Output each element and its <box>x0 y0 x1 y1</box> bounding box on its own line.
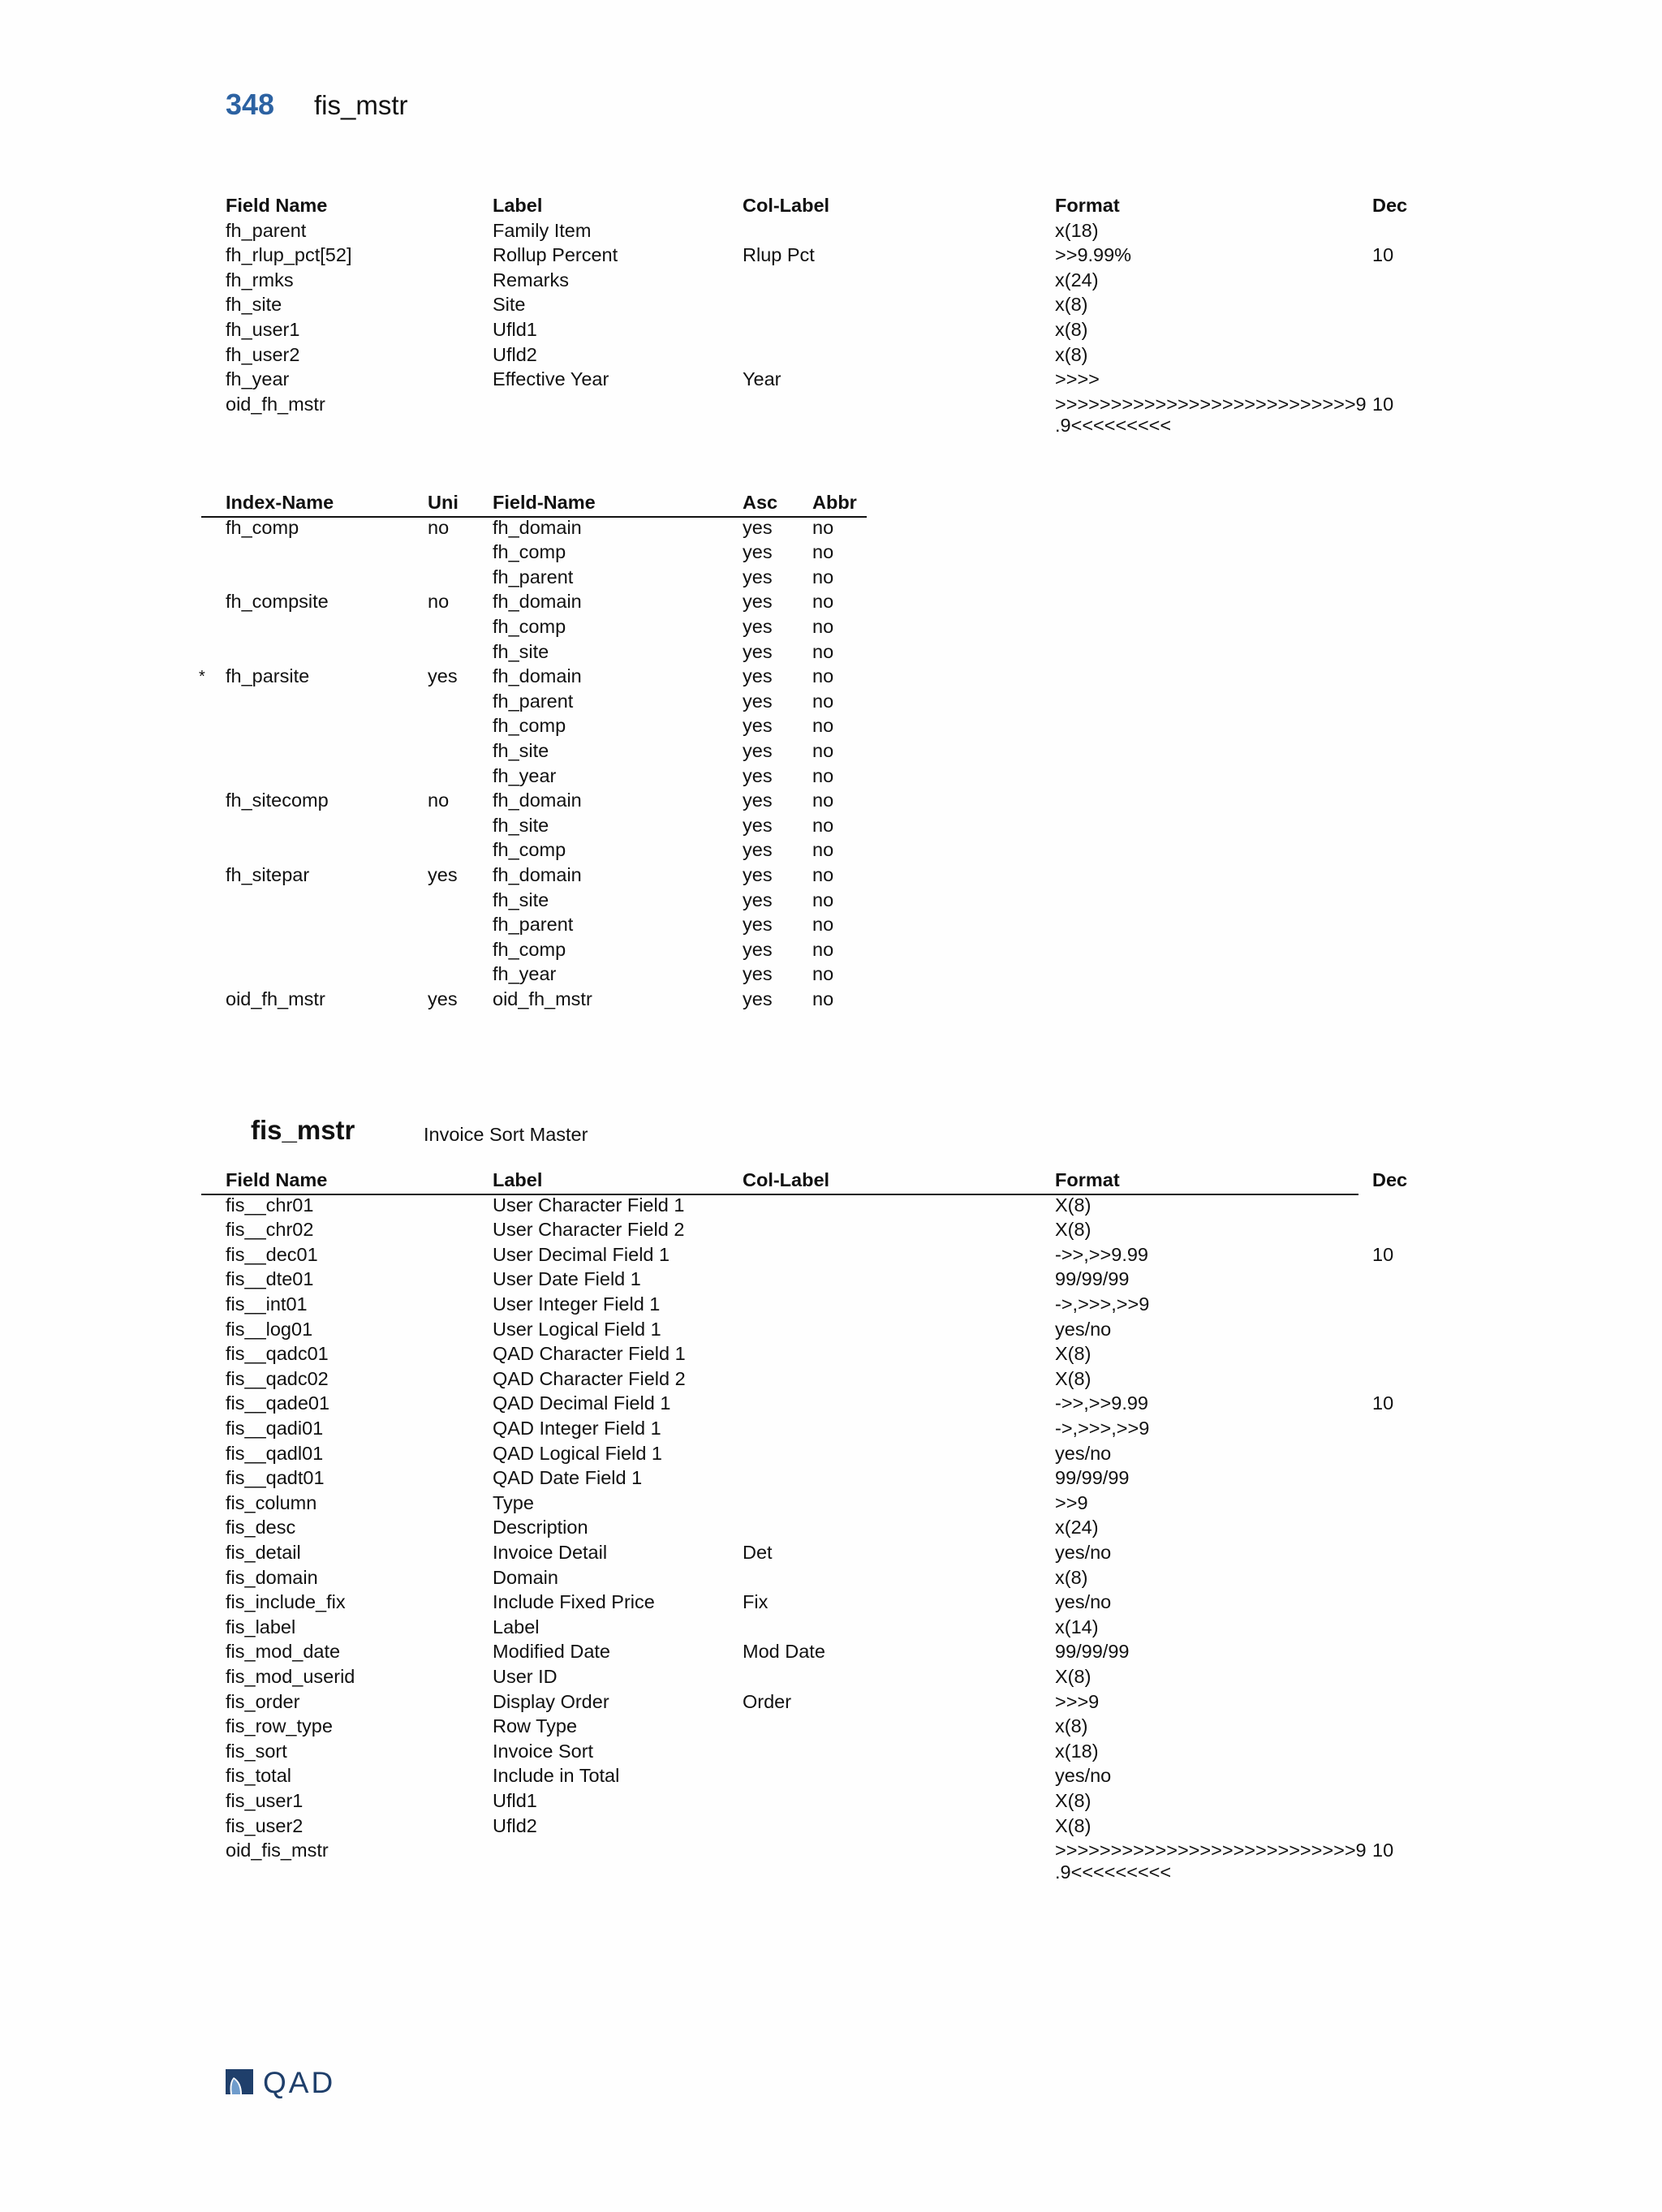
col-label-cell: Rlup Pct <box>743 244 815 266</box>
field-name-cell: fh_year <box>493 963 557 985</box>
table-row <box>226 294 1383 319</box>
format-cell: x(24) <box>1055 1517 1099 1539</box>
abbreviated-cell: no <box>812 938 834 960</box>
abbreviated-cell: no <box>812 616 834 637</box>
field-name-cell: fh_comp <box>493 839 566 861</box>
field-name-cell: fh_parent <box>493 690 574 712</box>
table-row <box>226 864 891 889</box>
label-cell: QAD Character Field 2 <box>493 1367 686 1389</box>
ascending-cell: yes <box>743 715 773 737</box>
ascending-cell: yes <box>743 889 773 910</box>
label-cell: Modified Date <box>493 1641 610 1663</box>
header-row <box>226 492 891 517</box>
label-cell: Invoice Sort <box>493 1740 594 1762</box>
label-cell: Row Type <box>493 1715 578 1737</box>
table-row <box>226 1268 1383 1293</box>
field-name-cell: fis_column <box>226 1491 317 1513</box>
table-row <box>199 665 891 691</box>
field-name-cell: fis_sort <box>226 1740 287 1762</box>
format-cell: x(8) <box>1055 343 1088 365</box>
format-cell: ->>,>>9.99 <box>1055 1392 1148 1414</box>
label-cell: Include Fixed Price <box>493 1591 655 1613</box>
format-continuation: .9<<<<<<<<< <box>1055 415 1172 437</box>
dec-cell: 10 <box>1372 1392 1394 1414</box>
field-name-cell: fis_mod_date <box>226 1641 341 1663</box>
label-cell: User Date Field 1 <box>493 1268 641 1290</box>
format-cell: >>>9 <box>1055 1690 1100 1712</box>
field-name-cell: oid_fis_mstr <box>226 1840 329 1861</box>
field-name-cell: fis__log01 <box>226 1318 313 1340</box>
label-cell: User Character Field 2 <box>493 1219 685 1241</box>
format-cell: >>>>>>>>>>>>>>>>>>>>>>>>>>>9 <box>1055 1840 1367 1861</box>
col-label-cell: Det <box>743 1542 773 1563</box>
dec-cell: 10 <box>1372 393 1394 415</box>
format-continuation-row <box>226 1861 1383 1887</box>
dec-cell: 10 <box>1372 1840 1394 1861</box>
index-table-fh-mstr <box>199 492 891 1019</box>
dec-cell: 10 <box>1372 244 1394 266</box>
field-name-cell: fis_label <box>226 1616 296 1637</box>
label-cell: Domain <box>493 1566 558 1588</box>
field-name-cell: fis_include_fix <box>226 1591 346 1613</box>
ascending-cell: yes <box>743 665 773 687</box>
table-row <box>226 889 891 914</box>
table-row <box>226 1591 1383 1616</box>
abbreviated-cell: no <box>812 665 834 687</box>
field-name-cell: fh_user1 <box>226 319 300 340</box>
label-cell: QAD Date Field 1 <box>493 1467 643 1489</box>
field-name-cell: fh_domain <box>493 864 582 885</box>
abbreviated-cell: no <box>812 864 834 885</box>
table-row <box>226 616 891 641</box>
abbreviated-cell: no <box>812 591 834 613</box>
format-cell: x(8) <box>1055 319 1088 340</box>
format-cell: x(8) <box>1055 1715 1088 1737</box>
page-title: fis_mstr <box>314 90 408 120</box>
label-cell: Label <box>493 1616 540 1637</box>
ascending-cell: yes <box>743 690 773 712</box>
table-row <box>226 790 891 815</box>
format-cell: x(18) <box>1055 219 1099 241</box>
format-cell: yes/no <box>1055 1442 1112 1464</box>
field-name-cell: fis_total <box>226 1765 291 1787</box>
column-header-field-name: Field Name <box>226 195 328 216</box>
abbreviated-cell: no <box>812 889 834 910</box>
field-name-cell: fh_domain <box>493 516 582 538</box>
format-cell: >>>>>>>>>>>>>>>>>>>>>>>>>>>9 <box>1055 393 1367 415</box>
format-cell: >>>> <box>1055 368 1100 390</box>
format-cell: x(24) <box>1055 269 1099 290</box>
table-row <box>226 1790 1383 1815</box>
abbreviated-cell: no <box>812 963 834 985</box>
index-name-cell: fh_sitecomp <box>226 790 329 811</box>
table-row <box>226 815 891 840</box>
field-name-cell: fis_desc <box>226 1517 296 1539</box>
format-cell: x(18) <box>1055 1740 1099 1762</box>
ascending-cell: yes <box>743 963 773 985</box>
table-row <box>226 641 891 666</box>
label-cell: User Logical Field 1 <box>493 1318 661 1340</box>
format-cell: X(8) <box>1055 1666 1091 1687</box>
table-row <box>226 1418 1383 1443</box>
column-header-index-name: Index-Name <box>226 492 334 513</box>
field-name-cell: fh_site <box>493 640 549 662</box>
format-cell: >>9 <box>1055 1491 1088 1513</box>
col-label-cell: Mod Date <box>743 1641 825 1663</box>
abbreviated-cell: no <box>812 715 834 737</box>
field-name-cell: fh_parent <box>226 219 307 241</box>
primary-index-marker: * <box>199 668 205 686</box>
table-row <box>226 1343 1383 1368</box>
column-header-field-name: Field Name <box>226 1169 328 1190</box>
ascending-cell: yes <box>743 764 773 786</box>
column-header-unique: Uni <box>428 492 459 513</box>
label-cell: Family Item <box>493 219 592 241</box>
ascending-cell: yes <box>743 790 773 811</box>
table-row <box>226 1319 1383 1344</box>
field-name-cell: fh_year <box>226 368 290 390</box>
field-name-cell: fis_order <box>226 1690 300 1712</box>
ascending-cell: yes <box>743 814 773 836</box>
abbreviated-cell: no <box>812 516 834 538</box>
field-name-cell: fis_mod_userid <box>226 1666 355 1687</box>
unique-cell: no <box>428 591 450 613</box>
field-name-cell: fh_domain <box>493 591 582 613</box>
index-name-cell: fh_parsite <box>226 665 310 687</box>
field-table-fh-mstr <box>226 195 1408 438</box>
format-cell: ->,>>>,>>9 <box>1055 1418 1150 1439</box>
table-row <box>226 1219 1383 1244</box>
table-row <box>226 220 1383 245</box>
qad-logo-icon <box>224 2068 255 2096</box>
format-cell: x(8) <box>1055 294 1088 316</box>
table-row <box>226 1567 1383 1592</box>
table-row <box>226 1542 1383 1567</box>
table-row <box>226 591 891 616</box>
field-name-cell: fis__qadt01 <box>226 1467 325 1489</box>
column-header-format: Format <box>1055 1169 1120 1190</box>
table-row <box>226 1293 1383 1319</box>
format-cell: X(8) <box>1055 1367 1091 1389</box>
unique-cell: yes <box>428 988 458 1009</box>
abbreviated-cell: no <box>812 814 834 836</box>
table-row <box>226 1443 1383 1468</box>
field-name-cell: fh_comp <box>493 616 566 637</box>
label-cell: QAD Character Field 1 <box>493 1343 686 1365</box>
label-cell: Description <box>493 1517 588 1539</box>
table-row <box>226 541 891 566</box>
format-cell: ->>,>>9.99 <box>1055 1243 1148 1265</box>
dec-cell: 10 <box>1372 1243 1394 1265</box>
table-row <box>226 1492 1383 1517</box>
column-header-ascending: Asc <box>743 492 778 513</box>
table-row <box>226 839 891 864</box>
field-name-cell: fis__qadi01 <box>226 1418 324 1439</box>
abbreviated-cell: no <box>812 740 834 761</box>
column-header-dec: Dec <box>1372 195 1408 216</box>
unique-cell: yes <box>428 864 458 885</box>
format-cell: x(14) <box>1055 1616 1099 1637</box>
table-row <box>226 1741 1383 1766</box>
format-cell: X(8) <box>1055 1790 1091 1811</box>
field-name-cell: fis_user2 <box>226 1814 304 1836</box>
label-cell: Rollup Percent <box>493 244 618 266</box>
table-row <box>226 368 1383 394</box>
format-cell: X(8) <box>1055 1814 1091 1836</box>
table-row <box>226 1368 1383 1393</box>
field-name-cell: fis__qadc01 <box>226 1343 329 1365</box>
ascending-cell: yes <box>743 591 773 613</box>
field-name-cell: fh_rlup_pct[52] <box>226 244 352 266</box>
col-label-cell: Year <box>743 368 781 390</box>
column-header-label: Label <box>493 195 543 216</box>
index-name-cell: fh_sitepar <box>226 864 310 885</box>
format-cell: ->,>>>,>>9 <box>1055 1293 1150 1315</box>
section-title: fis_mstr <box>251 1115 355 1145</box>
field-name-cell: fis_user1 <box>226 1790 304 1811</box>
table-row <box>226 566 891 592</box>
header-row <box>226 195 1408 220</box>
field-name-cell: fh_comp <box>493 938 566 960</box>
label-cell: Ufld1 <box>493 1790 537 1811</box>
table-row <box>226 1765 1383 1790</box>
field-name-cell: fis__dte01 <box>226 1268 314 1290</box>
table-row <box>226 988 891 1013</box>
ascending-cell: yes <box>743 640 773 662</box>
ascending-cell: yes <box>743 988 773 1009</box>
table-row <box>226 244 1394 269</box>
abbreviated-cell: no <box>812 839 834 861</box>
table-row <box>226 914 891 939</box>
table-row <box>226 691 891 716</box>
column-header-label: Label <box>493 1169 543 1190</box>
field-name-cell: fis__qade01 <box>226 1392 330 1414</box>
field-name-cell: fis__int01 <box>226 1293 308 1315</box>
label-cell: Effective Year <box>493 368 609 390</box>
section-description: Invoice Sort Master <box>424 1124 588 1145</box>
column-header-col-label: Col-Label <box>743 195 830 216</box>
field-name-cell: fh_parent <box>493 914 574 936</box>
field-name-cell: fh_comp <box>493 715 566 737</box>
unique-cell: no <box>428 516 450 538</box>
field-name-cell: fh_site <box>226 294 282 316</box>
column-header-dec: Dec <box>1372 1169 1408 1190</box>
format-continuation-row <box>226 415 1383 440</box>
label-cell: QAD Logical Field 1 <box>493 1442 662 1464</box>
table-row <box>226 344 1383 369</box>
format-cell: X(8) <box>1055 1194 1091 1216</box>
field-name-cell: fh_domain <box>493 790 582 811</box>
label-cell: Ufld1 <box>493 319 537 340</box>
column-header-col-label: Col-Label <box>743 1169 830 1190</box>
ascending-cell: yes <box>743 914 773 936</box>
field-name-cell: fis_detail <box>226 1542 301 1563</box>
field-name-cell: fh_site <box>493 814 549 836</box>
table-row <box>226 1243 1394 1269</box>
abbreviated-cell: no <box>812 640 834 662</box>
label-cell: User Character Field 1 <box>493 1194 685 1216</box>
field-name-cell: fh_site <box>493 740 549 761</box>
format-cell: >>9.99% <box>1055 244 1132 266</box>
column-header-field-name: Field-Name <box>493 492 596 513</box>
field-name-cell: fis_row_type <box>226 1715 333 1737</box>
format-cell: 99/99/99 <box>1055 1467 1130 1489</box>
field-name-cell: fh_parent <box>493 566 574 587</box>
format-cell: 99/99/99 <box>1055 1641 1130 1663</box>
format-cell: yes/no <box>1055 1542 1112 1563</box>
page-number: 348 <box>226 88 275 121</box>
abbreviated-cell: no <box>812 541 834 563</box>
unique-cell: yes <box>428 665 458 687</box>
table-row <box>226 1815 1383 1840</box>
ascending-cell: yes <box>743 938 773 960</box>
format-cell: yes/no <box>1055 1318 1112 1340</box>
label-cell: Ufld2 <box>493 1814 537 1836</box>
table-row <box>226 939 891 964</box>
field-name-cell: fh_rmks <box>226 269 294 290</box>
field-name-cell: fis__qadl01 <box>226 1442 324 1464</box>
table-row <box>226 1392 1394 1418</box>
column-header-abbreviated: Abbr <box>812 492 857 513</box>
table-row <box>226 1641 1383 1666</box>
table-row <box>226 1691 1383 1716</box>
ascending-cell: yes <box>743 839 773 861</box>
col-label-cell: Fix <box>743 1591 769 1613</box>
ascending-cell: yes <box>743 864 773 885</box>
label-cell: Display Order <box>493 1690 609 1712</box>
field-name-cell: fh_user2 <box>226 343 300 365</box>
label-cell: QAD Integer Field 1 <box>493 1418 661 1439</box>
qad-logo-text: QAD <box>263 2066 336 2099</box>
abbreviated-cell: no <box>812 914 834 936</box>
label-cell: Type <box>493 1491 534 1513</box>
ascending-cell: yes <box>743 516 773 538</box>
label-cell: Ufld2 <box>493 343 537 365</box>
index-name-cell: fh_compsite <box>226 591 329 613</box>
field-table-fis-mstr <box>226 1169 1408 1900</box>
index-name-cell: oid_fh_mstr <box>226 988 325 1009</box>
field-name-cell: fh_year <box>493 764 557 786</box>
format-cell: X(8) <box>1055 1343 1091 1365</box>
field-name-cell: fh_site <box>493 889 549 910</box>
table-row <box>226 715 891 740</box>
field-name-cell: fis__chr02 <box>226 1219 314 1241</box>
label-cell: Remarks <box>493 269 570 290</box>
field-name-cell: fh_domain <box>493 665 582 687</box>
field-name-cell: fis__qadc02 <box>226 1367 329 1389</box>
ascending-cell: yes <box>743 541 773 563</box>
abbreviated-cell: no <box>812 764 834 786</box>
label-cell: User ID <box>493 1666 558 1687</box>
table-row <box>226 1715 1383 1741</box>
field-name-cell: fis__dec01 <box>226 1243 318 1265</box>
format-cell: x(8) <box>1055 1566 1088 1588</box>
table-row <box>226 1616 1383 1642</box>
field-name-cell: fh_comp <box>493 541 566 563</box>
table-row <box>226 1517 1383 1542</box>
field-name-cell: oid_fh_mstr <box>226 393 325 415</box>
abbreviated-cell: no <box>812 988 834 1009</box>
column-header-format: Format <box>1055 195 1120 216</box>
table-row <box>226 517 891 542</box>
label-cell: User Decimal Field 1 <box>493 1243 670 1265</box>
format-cell: 99/99/99 <box>1055 1268 1130 1290</box>
abbreviated-cell: no <box>812 566 834 587</box>
label-cell: QAD Decimal Field 1 <box>493 1392 671 1414</box>
table-row <box>226 319 1383 344</box>
table-row <box>226 765 891 790</box>
col-label-cell: Order <box>743 1690 792 1712</box>
table-row <box>226 1194 1383 1220</box>
ascending-cell: yes <box>743 740 773 761</box>
ascending-cell: yes <box>743 566 773 587</box>
format-cell: yes/no <box>1055 1765 1112 1787</box>
table-row <box>226 963 891 988</box>
field-name-cell: oid_fh_mstr <box>493 988 592 1009</box>
table-row <box>226 1666 1383 1691</box>
index-name-cell: fh_comp <box>226 516 299 538</box>
table-row <box>226 1467 1383 1492</box>
format-cell: yes/no <box>1055 1591 1112 1613</box>
header-row <box>226 1169 1408 1194</box>
table-row <box>226 740 891 765</box>
abbreviated-cell: no <box>812 690 834 712</box>
label-cell: User Integer Field 1 <box>493 1293 661 1315</box>
field-name-cell: fis__chr01 <box>226 1194 314 1216</box>
label-cell: Invoice Detail <box>493 1542 608 1563</box>
field-name-cell: fis_domain <box>226 1566 318 1588</box>
format-cell: X(8) <box>1055 1219 1091 1241</box>
ascending-cell: yes <box>743 616 773 637</box>
format-continuation: .9<<<<<<<<< <box>1055 1861 1172 1883</box>
abbreviated-cell: no <box>812 790 834 811</box>
unique-cell: no <box>428 790 450 811</box>
table-row <box>226 269 1383 295</box>
label-cell: Include in Total <box>493 1765 620 1787</box>
label-cell: Site <box>493 294 526 316</box>
